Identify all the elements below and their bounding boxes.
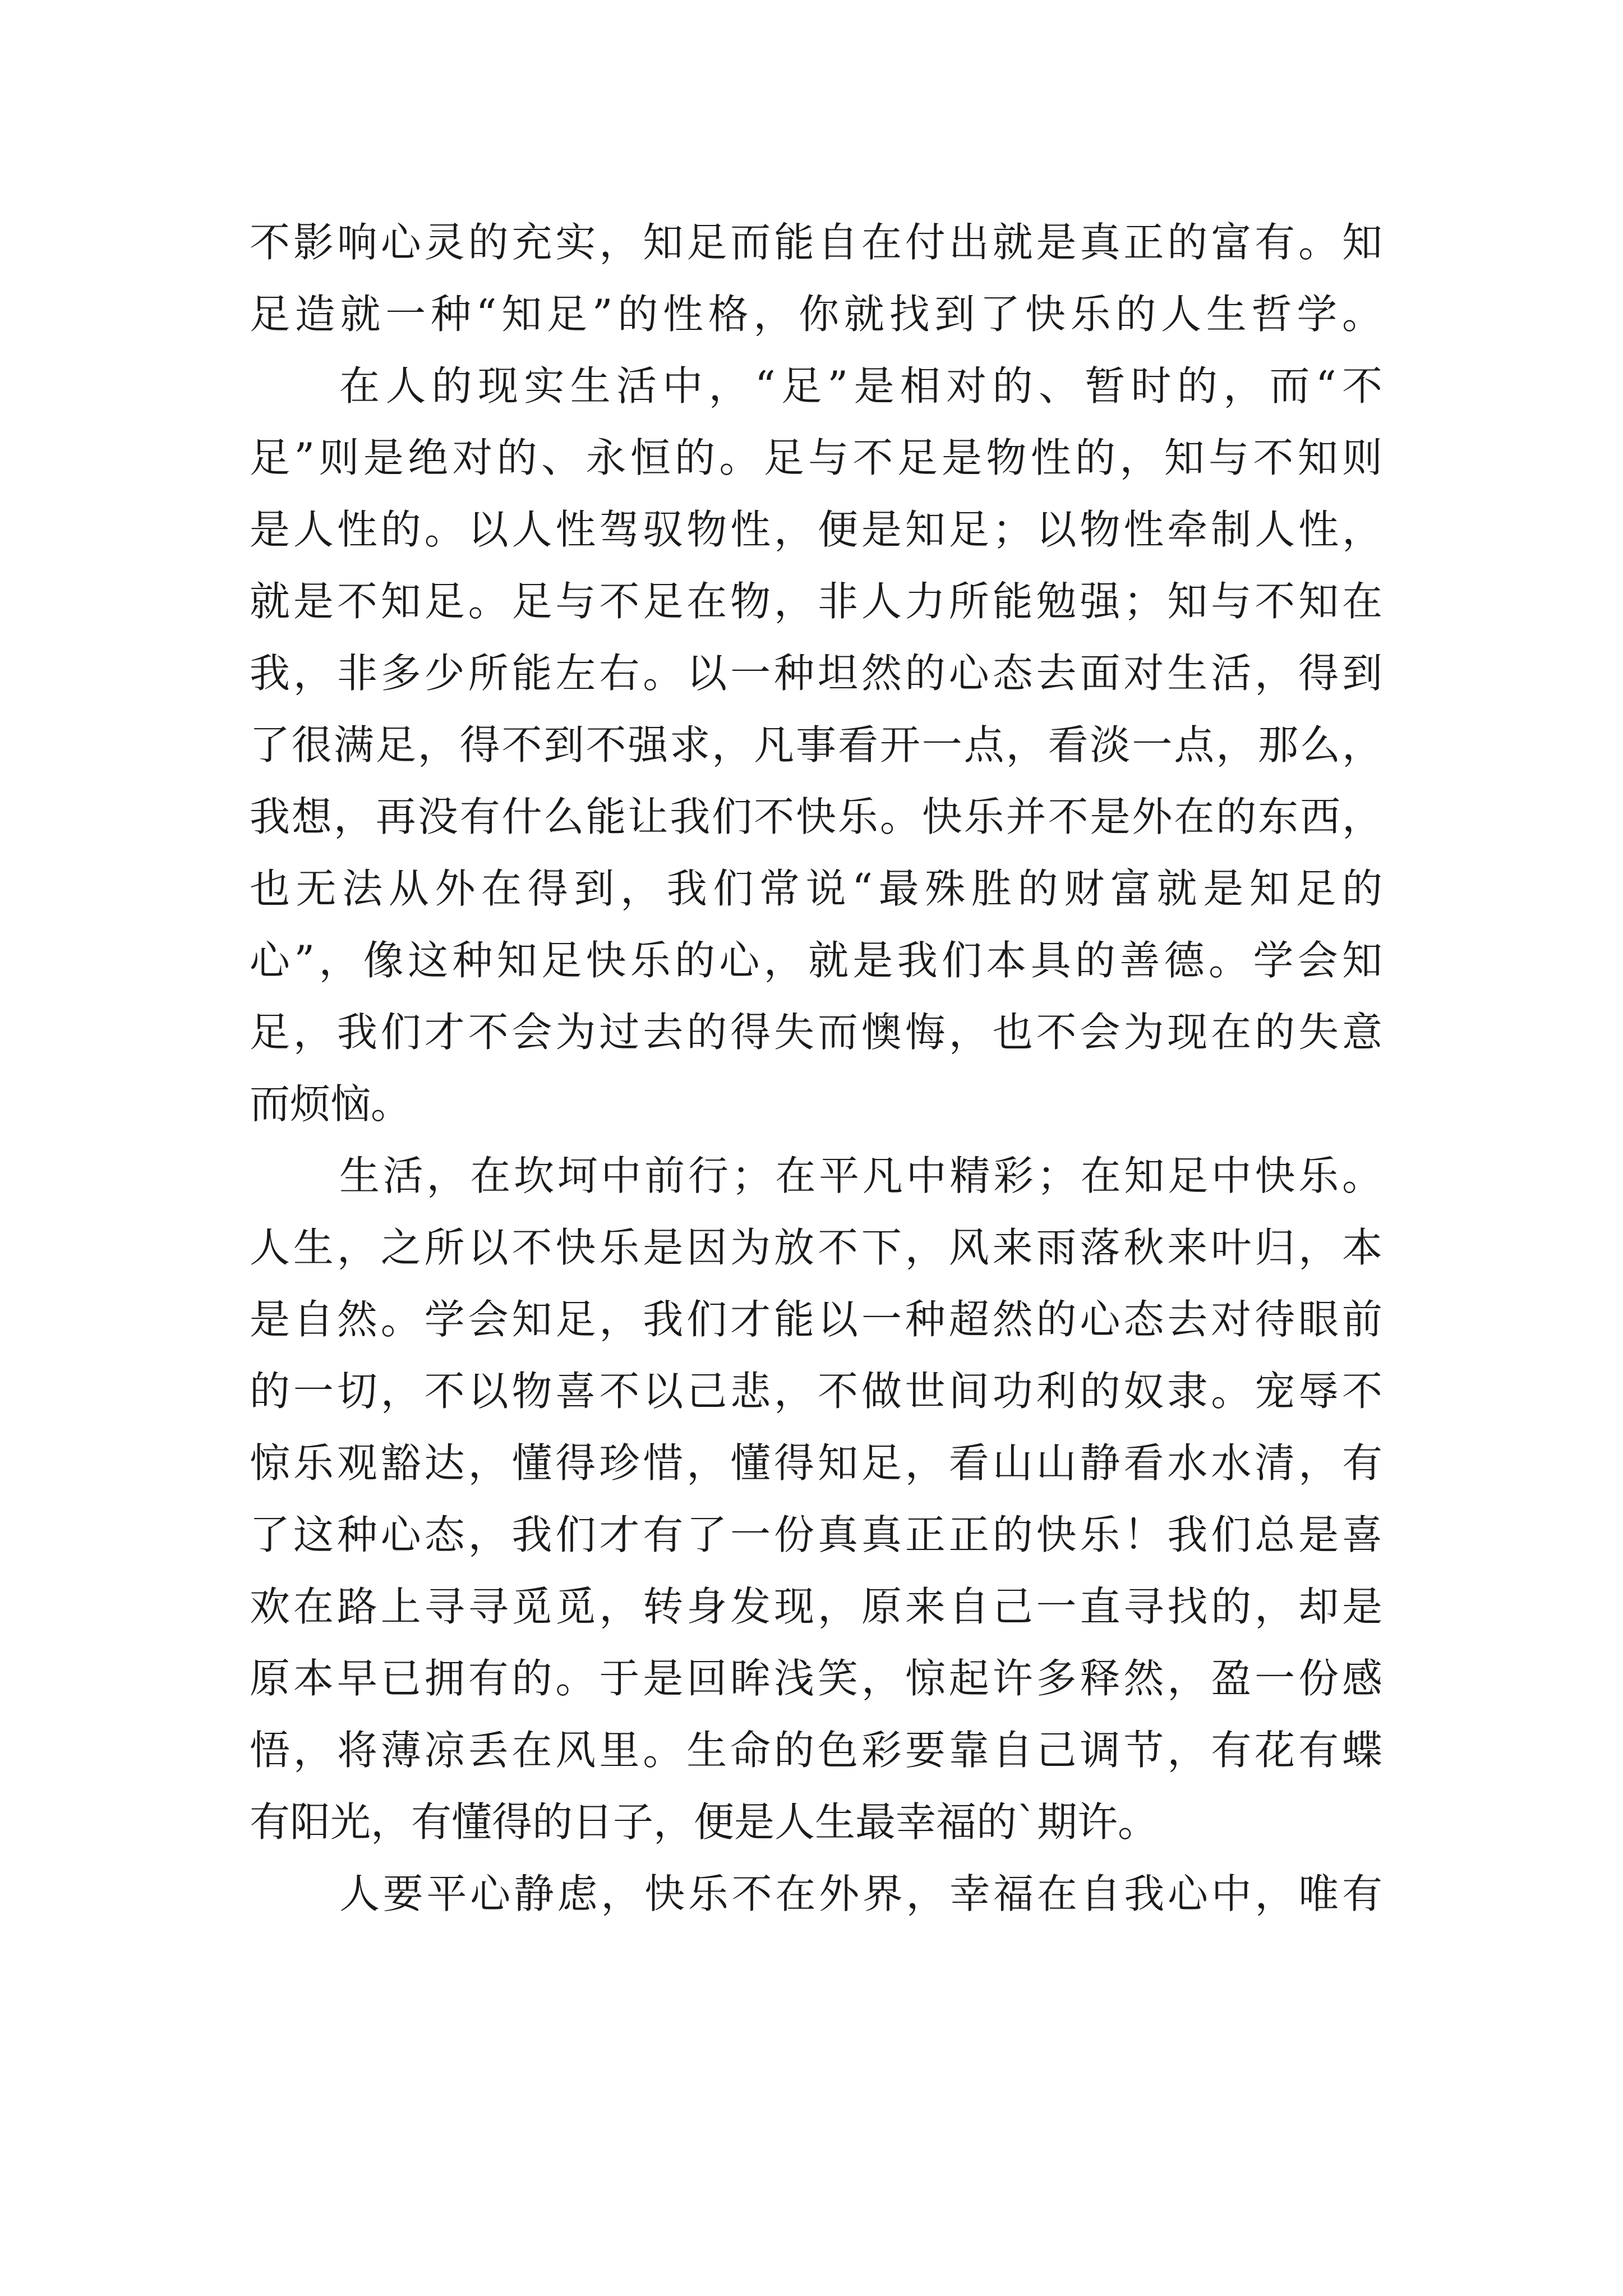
body-text xyxy=(250,206,1382,1930)
text-line: 就是不知足。足与不足在物，非人力所能勉强；知与不知在 xyxy=(250,578,1382,625)
paragraph-end-line: 有阳光，有懂得的日子，便是人生最幸福的`期许。 xyxy=(250,1798,1159,1846)
paragraph-start-line: 在人的现实生活中，“足”是相对的、暂时的，而“不 xyxy=(339,362,1382,409)
text-line: 是人性的。以人性驾驭物性，便是知足；以物性牵制人性， xyxy=(250,506,1382,553)
text-line: 足，我们才不会为过去的得失而懊悔，也不会为现在的失意 xyxy=(250,1009,1382,1056)
text-line: 原本早已拥有的。于是回眸浅笑，惊起许多释然，盈一份感 xyxy=(250,1655,1382,1702)
text-line: 人生，之所以不快乐是因为放不下，风来雨落秋来叶归，本 xyxy=(250,1224,1382,1271)
text-line: 惊乐观豁达，懂得珍惜，懂得知足，看山山静看水水清，有 xyxy=(250,1439,1382,1487)
text-line: 了很满足，得不到不强求，凡事看开一点，看淡一点，那么， xyxy=(250,721,1382,769)
text-line: 我，非多少所能左右。以一种坦然的心态去面对生活，得到 xyxy=(250,650,1382,697)
text-line: 不影响心灵的充实，知足而能自在付出就是真正的富有。知 xyxy=(250,219,1382,266)
paragraph-start-line: 人要平心静虑，快乐不在外界，幸福在自我心中，唯有 xyxy=(339,1870,1382,1917)
text-line: 了这种心态，我们才有了一份真真正正的快乐！我们总是喜 xyxy=(250,1511,1382,1558)
text-line: 是自然。学会知足，我们才能以一种超然的心态去对待眼前 xyxy=(250,1296,1382,1343)
text-line: 足造就一种“知足”的性格，你就找到了快乐的人生哲学。 xyxy=(250,291,1382,338)
paragraph-end-line: 而烦恼。 xyxy=(250,1080,412,1128)
text-line: 欢在路上寻寻觅觅，转身发现，原来自己一直寻找的，却是 xyxy=(250,1583,1382,1630)
text-line: 心”，像这种知足快乐的心，就是我们本具的善德。学会知 xyxy=(250,937,1382,984)
text-line: 的一切，不以物喜不以己悲，不做世间功利的奴隶。宠辱不 xyxy=(250,1368,1382,1415)
text-line: 我想，再没有什么能让我们不快乐。快乐并不是外在的东西， xyxy=(250,793,1382,840)
text-line: 悟，将薄凉丢在风里。生命的色彩要靠自己调节，有花有蝶 xyxy=(250,1727,1382,1774)
text-line: 也无法从外在得到，我们常说“最殊胜的财富就是知足的 xyxy=(250,865,1382,912)
paragraph-start-line: 生活，在坎坷中前行；在平凡中精彩；在知足中快乐。 xyxy=(339,1152,1382,1199)
text-line: 足”则是绝对的、永恒的。足与不足是物性的，知与不知则 xyxy=(250,434,1382,481)
